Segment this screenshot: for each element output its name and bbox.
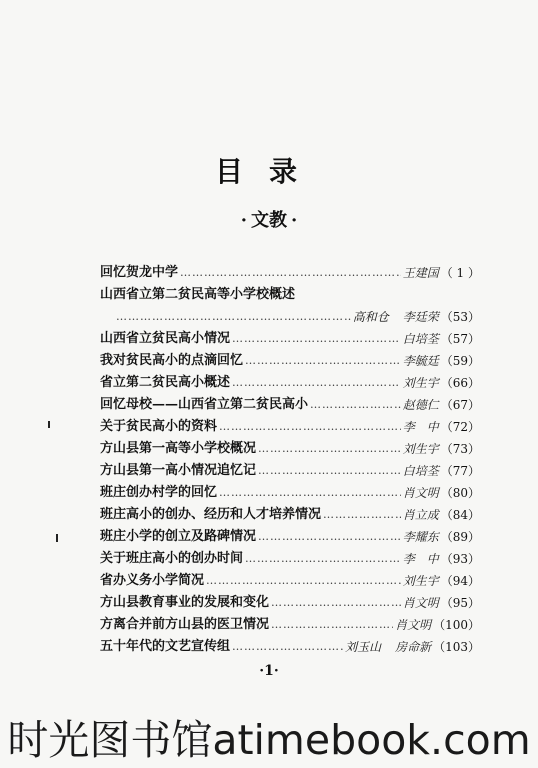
toc-entry-title: 方离合并前方山县的医卫情况 — [100, 617, 270, 632]
toc-entry-page: （94） — [440, 574, 480, 588]
toc-entry-title: 方山县教育事业的发展和变化 — [100, 595, 270, 610]
dot-leader — [271, 616, 393, 634]
toc-entry-title: 回忆母校——山西省立第二贫民高小 — [100, 397, 309, 412]
toc-entry[interactable] — [100, 260, 480, 282]
dot-leader — [323, 506, 401, 524]
toc-entry-title: 山西省立贫民高小情况 — [100, 331, 231, 346]
toc-entry[interactable] — [100, 370, 480, 392]
toc-entry-author: 刘生宇 — [402, 376, 439, 390]
toc-entry-title: 方山县第一高小情况追忆记 — [100, 463, 257, 478]
toc-entry-author: 肖文明 — [402, 596, 439, 610]
toc-entry-author-secondary: 高和仓 — [352, 310, 389, 324]
toc-entry-page: （84） — [440, 508, 480, 522]
toc-entry-page: （ 1 ） — [440, 266, 480, 280]
toc-entry-page: （66） — [440, 376, 480, 390]
toc-entry-page: （67） — [440, 398, 480, 412]
toc-entry[interactable] — [100, 480, 480, 502]
toc-entry-title: 关于班庄高小的创办时间 — [100, 551, 244, 566]
dot-leader — [258, 440, 401, 458]
toc-entry-title: 班庄创办村学的回忆 — [100, 485, 218, 500]
dot-leader — [245, 352, 401, 370]
toc-entry-author: 李 中 — [402, 552, 439, 566]
toc-entry-page: （95） — [440, 596, 480, 610]
toc-entry-author: 赵德仁 — [402, 398, 439, 412]
toc-entry-author: 房命新 — [395, 640, 432, 654]
toc-entry-page: （93） — [440, 552, 480, 566]
toc-entry[interactable] — [100, 436, 480, 458]
toc-entry[interactable] — [100, 392, 480, 414]
toc-entry[interactable] — [100, 414, 480, 436]
toc-entry-title: 回忆贺龙中学 — [100, 265, 179, 280]
toc-entry-title: 我对贫民高小的点滴回忆 — [100, 353, 244, 368]
toc-entry-author: 白培荃 — [402, 464, 439, 478]
toc-entry-title: 方山县第一高等小学校概况 — [100, 441, 257, 456]
toc-entry-author: 肖文明 — [402, 486, 439, 500]
toc-entry-author: 肖立成 — [402, 508, 439, 522]
toc-entry-author: 李 中 — [402, 420, 439, 434]
toc-entry-author-secondary: 刘玉山 — [345, 640, 382, 654]
toc-entry[interactable] — [100, 502, 480, 524]
toc-entry-page: （100） — [433, 618, 480, 632]
toc-entry-page: （53） — [440, 310, 480, 324]
dot-leader — [258, 462, 401, 480]
toc-entry-page: （80） — [440, 486, 480, 500]
toc-entry-title: 山西省立第二贫民高等小学校概述 — [100, 287, 296, 302]
toc-entry-title: 关于贫民高小的资料 — [100, 419, 218, 434]
dot-leader — [245, 550, 401, 568]
toc-entry[interactable] — [100, 348, 480, 370]
toc-entry-title: 班庄高小的创办、经历和人才培养情况 — [100, 507, 322, 522]
toc-entry-title: 省办义务小学简况 — [100, 573, 205, 588]
section-heading — [0, 206, 538, 232]
toc-entry[interactable] — [100, 568, 480, 590]
toc-entry-page: （59） — [440, 354, 480, 368]
toc-entry-page: （57） — [440, 332, 480, 346]
toc-entry[interactable] — [100, 282, 480, 304]
scan-speck — [56, 534, 58, 542]
toc-entry-page: （72） — [440, 420, 480, 434]
toc-entry-author: 白培荃 — [402, 332, 439, 346]
toc-entry-author: 李廷荣 — [402, 310, 439, 324]
dot-leader — [219, 418, 401, 436]
dot-leader — [258, 528, 401, 546]
toc-entry-page: （103） — [433, 640, 480, 654]
toc-entry[interactable] — [100, 326, 480, 348]
toc-entry-page: （77） — [440, 464, 480, 478]
toc-entry-page: （89） — [440, 530, 480, 544]
dot-leader — [232, 374, 401, 392]
toc-entry-author: 李耀东 — [402, 530, 439, 544]
section-title: 文教 — [251, 210, 287, 231]
toc-entry-author: 肖文明 — [395, 618, 432, 632]
toc-entry[interactable] — [100, 590, 480, 612]
dot-leader — [206, 572, 401, 590]
toc-entry-author: 李毓廷 — [402, 354, 439, 368]
toc-entry-title: 五十年代的文艺宣传组 — [100, 639, 231, 654]
toc-entry[interactable] — [100, 634, 480, 656]
bullet-right: · — [291, 210, 298, 231]
toc-entry-page: （73） — [440, 442, 480, 456]
page-number: ·1· — [259, 663, 279, 679]
dot-leader — [310, 396, 401, 414]
dot-leader — [180, 264, 401, 282]
toc-entry[interactable] — [100, 546, 480, 568]
dot-leader — [232, 638, 343, 656]
toc-entry-continuation[interactable] — [100, 304, 480, 326]
watermark: 时光图书馆atimebook.com — [7, 716, 531, 764]
toc-entry[interactable] — [100, 458, 480, 480]
toc-entry-title: 省立第二贫民高小概述 — [100, 375, 231, 390]
table-of-contents — [100, 260, 480, 656]
page-title: 目录 — [214, 155, 323, 188]
dot-leader — [271, 594, 401, 612]
scan-speck — [48, 421, 50, 428]
dot-leader — [116, 308, 351, 326]
dot-leader — [219, 484, 401, 502]
toc-entry-author: 王建国 — [402, 266, 439, 280]
toc-entry[interactable] — [100, 612, 480, 634]
dot-leader — [232, 330, 401, 348]
toc-entry-author: 刘生宇 — [402, 442, 439, 456]
toc-entry[interactable] — [100, 524, 480, 546]
toc-entry-title: 班庄小学的创立及路碑情况 — [100, 529, 257, 544]
bullet-left: · — [240, 210, 247, 231]
toc-entry-author: 刘生宇 — [402, 574, 439, 588]
